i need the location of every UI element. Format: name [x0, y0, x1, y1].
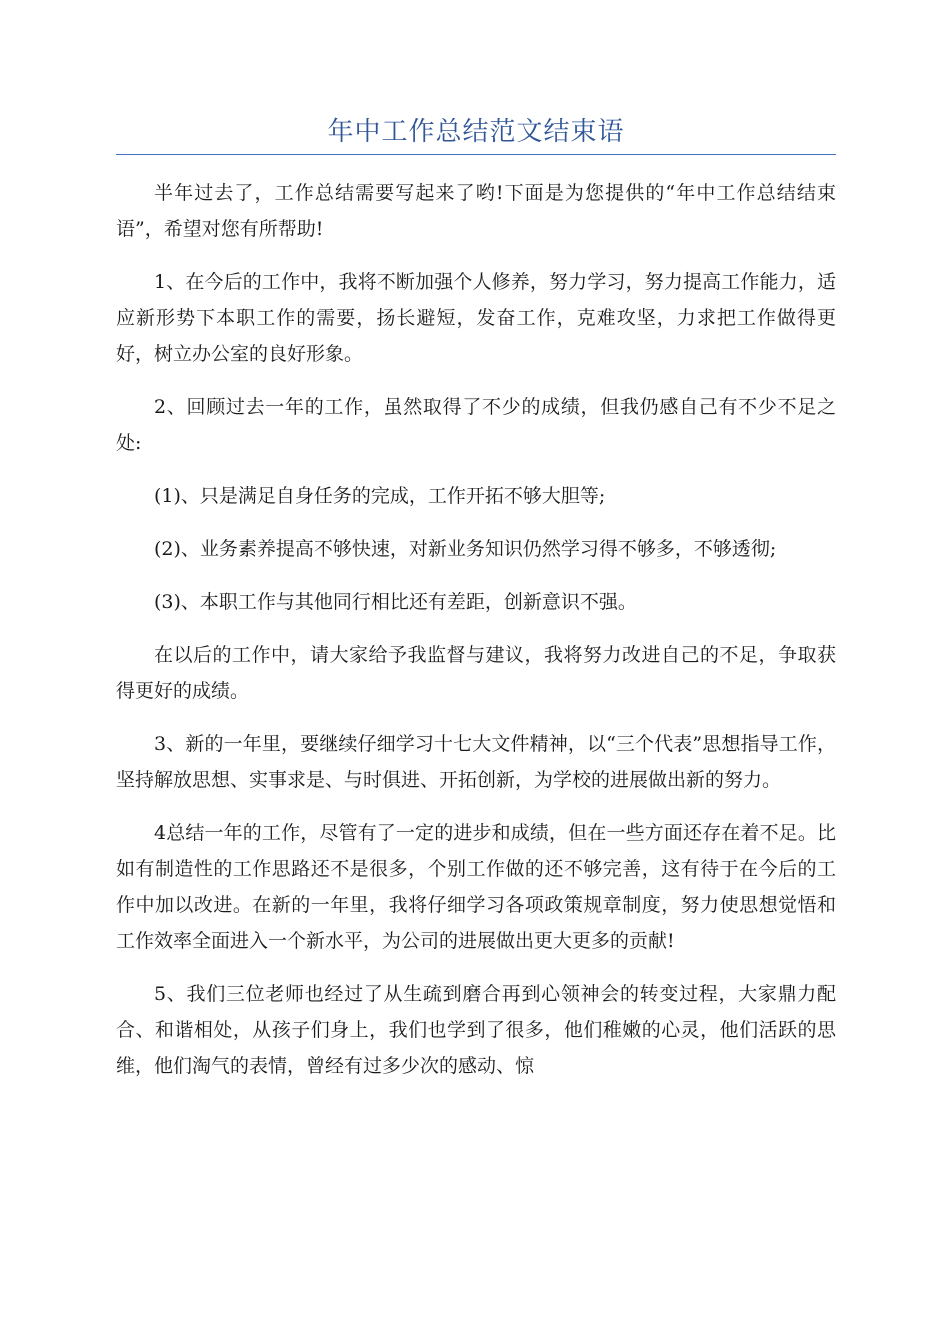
paragraph-item-1: 1、在今后的工作中，我将不断加强个人修养，努力学习，努力提高工作能力，适应新形势下本职工作的需要，扬长避短，发奋工作，克难攻坚，力求把工作做得更好，树立办公室的良好形象。: [116, 271, 836, 365]
paragraph-intro: 半年过去了，工作总结需要写起来了哟!下面是为您提供的“年中工作总结结束语”，希望对您有所帮助!: [116, 182, 836, 240]
paragraph-subitem-2: (2)、业务素养提高不够快速，对新业务知识仍然学习得不够多，不够透彻;: [154, 538, 777, 560]
title-underline: [116, 154, 836, 155]
document-body: [116, 175, 836, 1084]
document-page: [116, 112, 836, 1101]
paragraph-item-3: 3、新的一年里，要继续仔细学习十七大文件精神，以“三个代表”思想指导工作，坚持解放思想、实事求是、与时俱进、开拓创新，为学校的进展做出新的努力。: [116, 733, 836, 791]
paragraph-item-4: 4总结一年的工作，尽管有了一定的进步和成绩，但在一些方面还存在着不足。比如有制造性的工作思路还不是很多，个别工作做的还不够完善，这有待于在今后的工作中加以改进。在新的一年里，我将仔细学习各项政策规章制度，努力使思想觉悟和工作效率全面进入一个新水平，为公司的进展做出更大更多的贡献!: [116, 822, 836, 952]
paragraph-followup: 在以后的工作中，请大家给予我监督与建议，我将努力改进自己的不足，争取获得更好的成绩。: [116, 644, 836, 702]
paragraph-subitem-3: (3)、本职工作与其他同行相比还有差距，创新意识不强。: [154, 591, 637, 613]
paragraph-item-2: 2、回顾过去一年的工作，虽然取得了不少的成绩，但我仍感自己有不少不足之处:: [116, 396, 836, 454]
page-title: 年中工作总结范文结束语: [327, 117, 625, 147]
paragraph-subitem-1: (1)、只是满足自身任务的完成，工作开拓不够大胆等;: [154, 485, 606, 507]
paragraph-item-5: 5、我们三位老师也经过了从生疏到磨合再到心领神会的转变过程，大家鼎力配合、和谐相处，从孩子们身上，我们也学到了很多，他们稚嫩的心灵，他们活跃的思维，他们淘气的表情，曾经有过多少次的感动、惊: [116, 983, 836, 1077]
